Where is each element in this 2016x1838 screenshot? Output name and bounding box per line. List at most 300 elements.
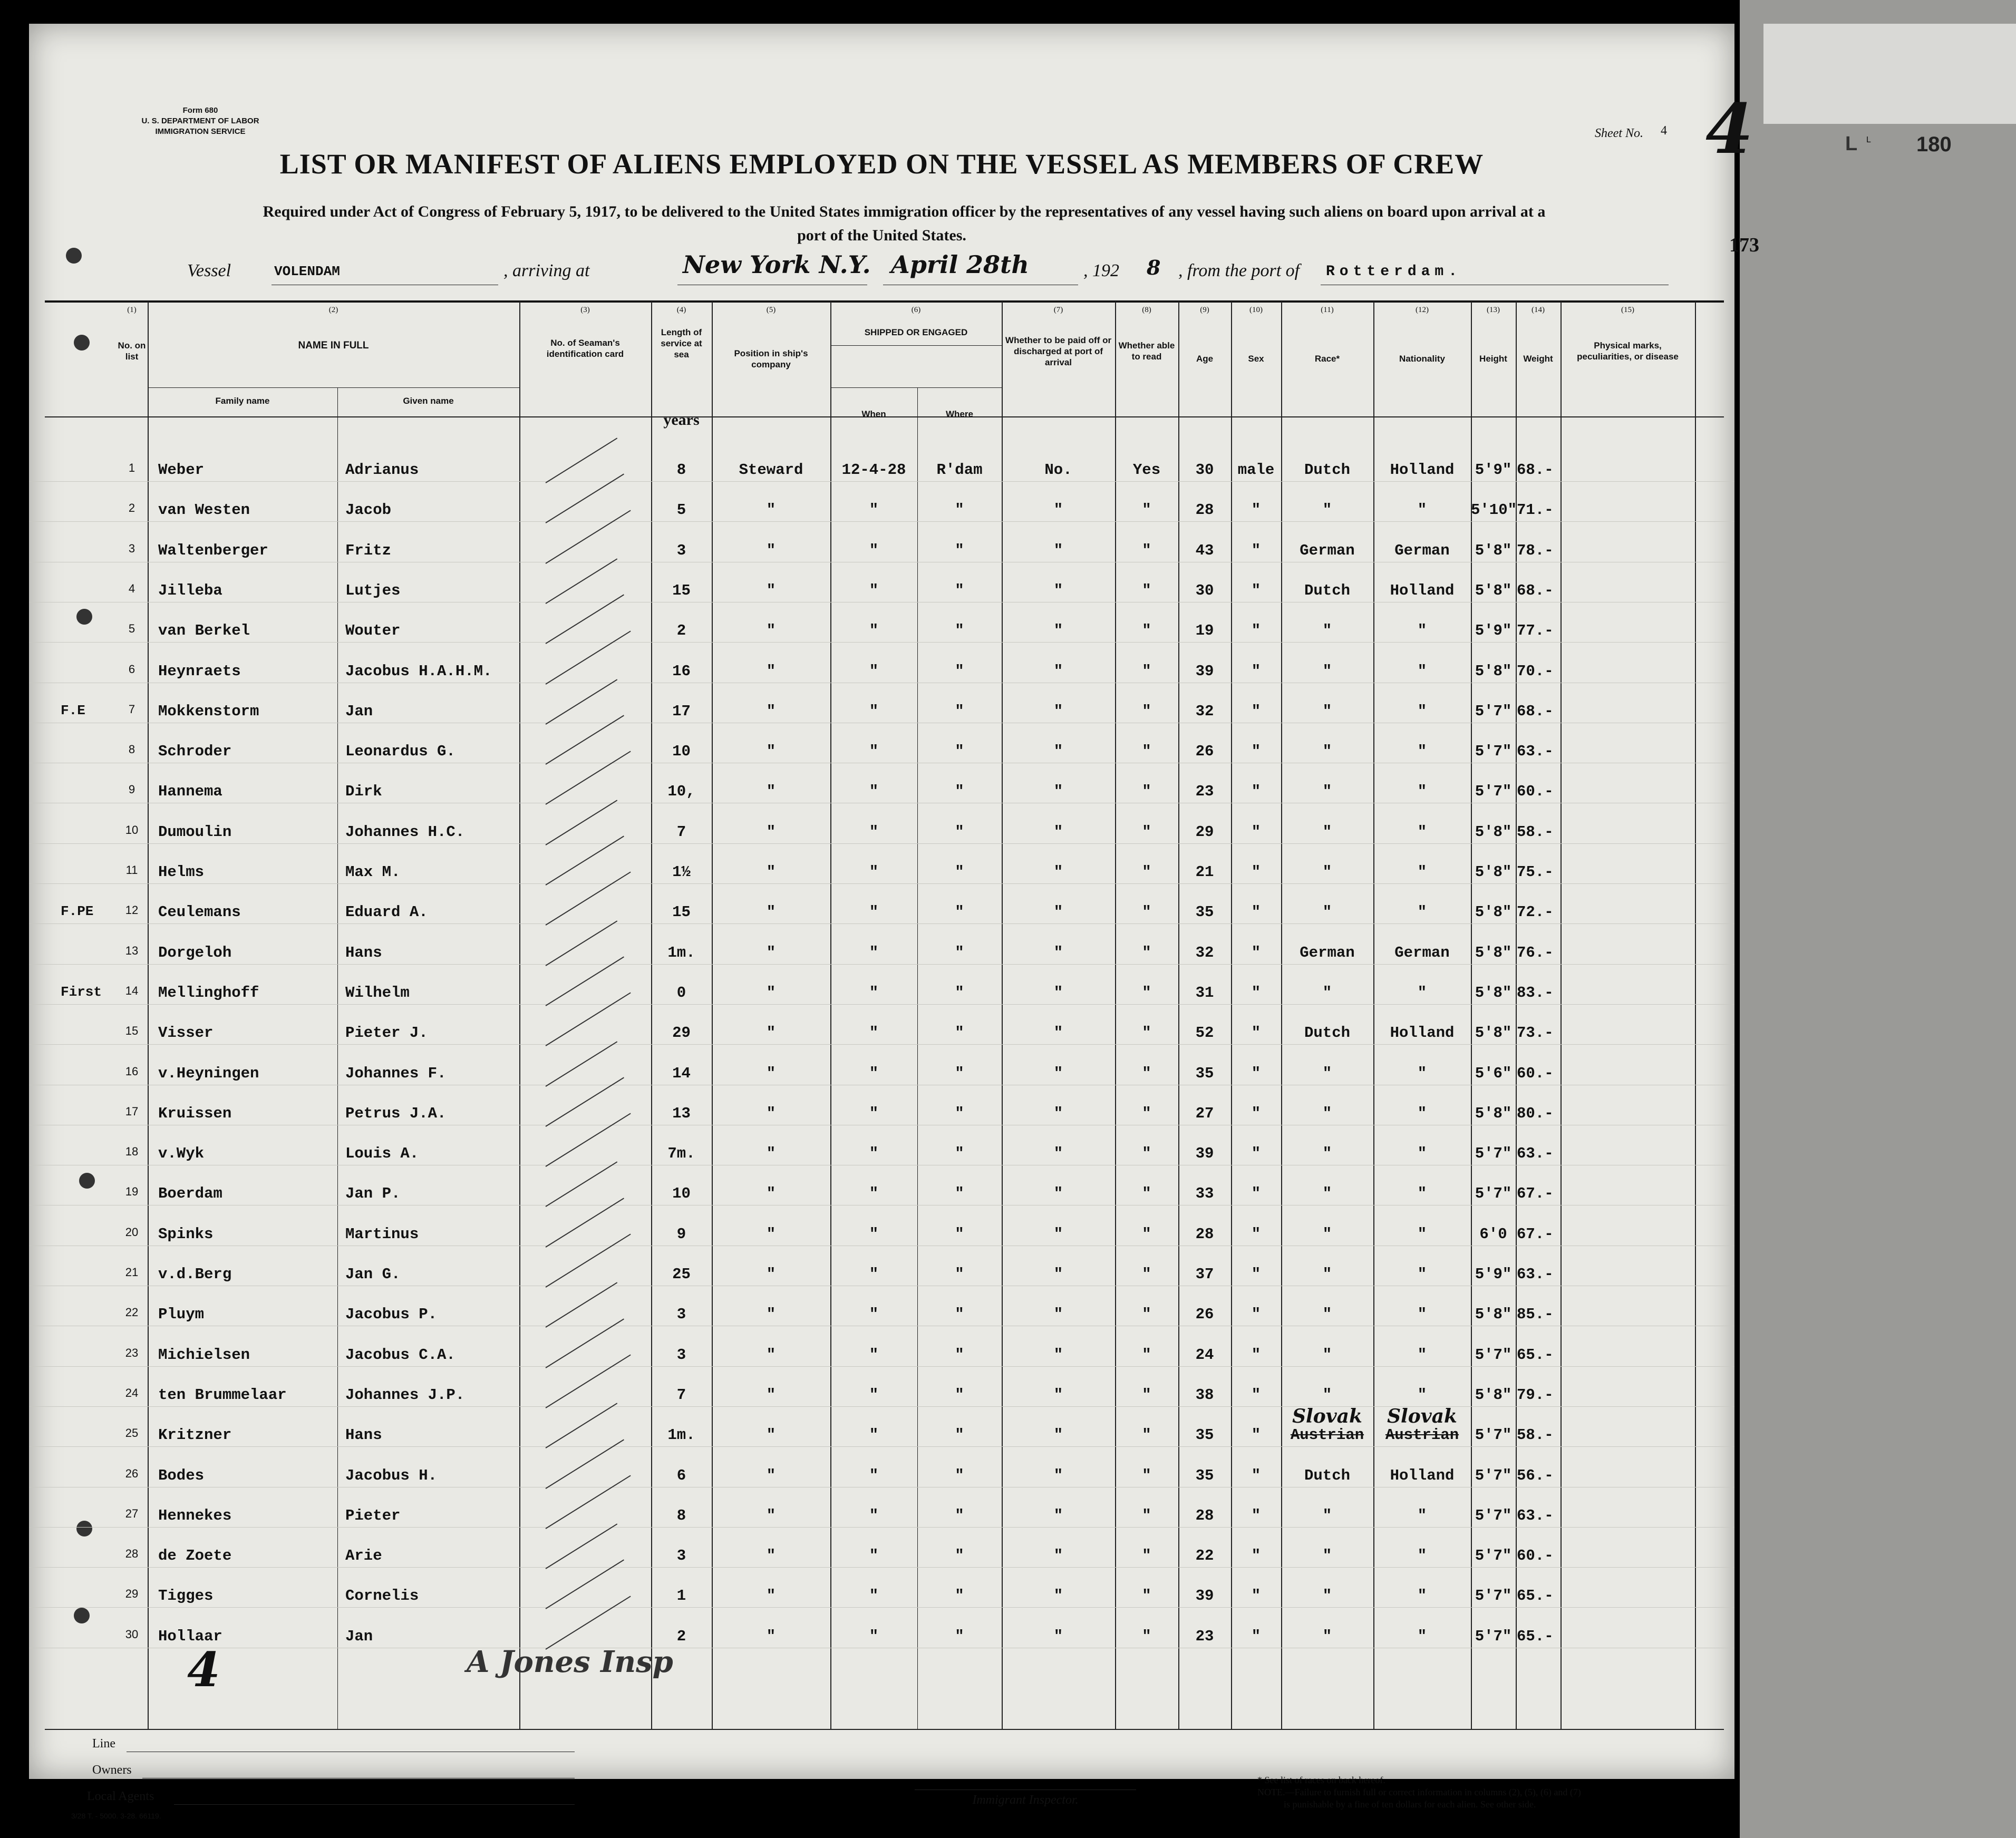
cell-nationality: ": [1417, 783, 1427, 801]
cell-paid: ": [1053, 783, 1063, 801]
cell-no: 24: [125, 1386, 139, 1399]
cell-family: Kritzner: [158, 1426, 232, 1444]
cell-where: ": [955, 1306, 964, 1324]
cell-nationality: ": [1417, 743, 1427, 761]
cell-nationality: ": [1417, 1506, 1427, 1524]
cell-nationality: German: [1394, 541, 1450, 559]
cell-age: 39: [1195, 1587, 1214, 1605]
vessel-name: VOLENDAM: [274, 264, 340, 279]
cell-service: 10,: [667, 783, 695, 801]
cell-when: ": [869, 984, 879, 1001]
cell-nationality: ": [1417, 702, 1427, 720]
cell-height: 5'7": [1475, 1506, 1512, 1524]
cell-age: 26: [1195, 743, 1214, 761]
cell-given: Cornelis: [345, 1587, 419, 1605]
cell-service: 14: [672, 1064, 691, 1082]
cell-age: 29: [1195, 823, 1214, 841]
cell-family: v.Heyningen: [158, 1064, 259, 1082]
cell-where: ": [955, 1185, 964, 1203]
cell-family: Hollaar: [158, 1627, 222, 1645]
cell-family: Dorgeloh: [158, 944, 232, 961]
cell-given: Hans: [345, 1426, 382, 1444]
cell-race: ": [1322, 1547, 1332, 1565]
cell-nationality: German: [1394, 944, 1450, 961]
cell-age: 39: [1195, 662, 1214, 680]
cell-where: ": [955, 501, 964, 519]
cell-service: 7: [676, 823, 686, 841]
cell-age: 21: [1195, 863, 1214, 881]
cell-nationality: ": [1417, 622, 1427, 640]
cell-sex: ": [1251, 662, 1261, 680]
cell-race: ": [1322, 743, 1332, 761]
header-paid-off: Whether to be paid off or discharged at port of arrival: [1005, 335, 1112, 367]
cell-age: 39: [1195, 1145, 1214, 1163]
cell-read: ": [1142, 1346, 1151, 1364]
cell-read: ": [1142, 1426, 1151, 1444]
cell-age: 33: [1195, 1185, 1214, 1203]
cell-when: ": [869, 1346, 879, 1364]
right-scan-border: [1740, 0, 2016, 1838]
cell-given: Jacob: [345, 501, 392, 519]
cell-where: ": [955, 1627, 964, 1645]
cell-no: 23: [125, 1346, 139, 1359]
cell-where: ": [955, 863, 964, 881]
header-shipped: SHIPPED OR ENGAGED: [864, 327, 968, 337]
cell-position: ": [766, 1386, 776, 1404]
cell-service: 7: [676, 1386, 686, 1404]
cell-when: ": [869, 541, 879, 559]
cell-age: 43: [1195, 541, 1214, 559]
cell-service: 2: [676, 1627, 686, 1645]
cell-nationality: ": [1417, 1386, 1427, 1404]
cell-where: ": [955, 1104, 964, 1122]
cell-read: ": [1142, 541, 1151, 559]
cell-no: 14: [125, 984, 139, 997]
cell-age: 28: [1195, 1225, 1214, 1243]
cell-weight: 65.-: [1517, 1346, 1554, 1364]
print-code: 3/28 T. - 5000. 3-28. 66119.: [71, 1812, 161, 1820]
cell-nationality: ": [1417, 984, 1427, 1001]
colnum-15: (15): [1621, 306, 1634, 314]
cell-sex: ": [1251, 622, 1261, 640]
cell-position: ": [766, 702, 776, 720]
row-rule: [29, 481, 1734, 482]
cell-sex: ": [1251, 984, 1261, 1001]
cell-when: ": [869, 823, 879, 841]
cell-no: 15: [125, 1024, 139, 1038]
cell-when: ": [869, 1225, 879, 1243]
cell-where: ": [955, 1426, 964, 1444]
cell-nationality: ": [1417, 1627, 1427, 1645]
manifest-sheet: [29, 24, 1759, 1820]
id-card-check-mark: [545, 1113, 631, 1167]
cell-given: Jacobus H.A.H.M.: [345, 662, 492, 680]
cell-age: 35: [1195, 903, 1214, 921]
cell-paid: ": [1053, 1386, 1063, 1404]
cell-given: Lutjes: [345, 581, 401, 599]
cell-family: Michielsen: [158, 1346, 250, 1364]
cell-service: 3: [676, 541, 686, 559]
cell-sex: ": [1251, 541, 1261, 559]
cell-race: ": [1322, 1064, 1332, 1082]
cell-weight: 70.-: [1517, 662, 1554, 680]
cell-sex: ": [1251, 1386, 1261, 1404]
cell-read: ": [1142, 1587, 1151, 1605]
cell-when: ": [869, 1104, 879, 1122]
cell-given: Fritz: [345, 541, 392, 559]
subtitle-line-1: Required under Act of Congress of February 5, 1917, to be delivered to the United States immigration officer by the representatives of any vessel having such aliens on board upon arrival at a: [263, 203, 1546, 220]
cell-nationality: ": [1417, 1306, 1427, 1324]
cell-sex: ": [1251, 1145, 1261, 1163]
cell-no: 3: [128, 541, 135, 555]
row-rule: [29, 1527, 1734, 1528]
cell-where: ": [955, 1547, 964, 1565]
inspector-signature: A Jones Insp: [467, 1645, 673, 1679]
cell-race: ": [1322, 1506, 1332, 1524]
cell-given: Wilhelm: [345, 984, 410, 1001]
cell-nationality: ": [1417, 1225, 1427, 1243]
cell-weight: 65.-: [1517, 1627, 1554, 1645]
cell-where: ": [955, 1386, 964, 1404]
cell-nationality: ": [1417, 1064, 1427, 1082]
colnum-5: (5): [766, 306, 776, 314]
cell-when: ": [869, 1547, 879, 1565]
header-physical-marks: Physical marks, peculiarities, or disease: [1577, 341, 1679, 362]
cell-where: ": [955, 1225, 964, 1243]
cell-height: 5'7": [1475, 1547, 1512, 1565]
cell-weight: 75.-: [1517, 863, 1554, 881]
cell-given: Jan P.: [345, 1185, 401, 1203]
cell-no: 1: [128, 461, 135, 474]
cell-when: ": [869, 1185, 879, 1203]
cell-no: 26: [125, 1466, 139, 1480]
sheet-number-handwritten: 4: [1705, 89, 1753, 169]
cell-race: Austrian: [1290, 1426, 1364, 1444]
cell-read: ": [1142, 1145, 1151, 1163]
cell-sex: ": [1251, 1306, 1261, 1324]
cell-weight: 68.-: [1517, 581, 1554, 599]
cell-paid: ": [1053, 622, 1063, 640]
cell-no: 4: [128, 581, 135, 595]
cell-no: 13: [125, 944, 139, 957]
cell-paid: ": [1053, 944, 1063, 961]
id-card-check-mark: [545, 1354, 631, 1408]
cell-age: 28: [1195, 501, 1214, 519]
cell-read: ": [1142, 1104, 1151, 1122]
id-card-check-mark: [545, 1475, 631, 1529]
colnum-7: (7): [1053, 306, 1063, 314]
cell-paid: ": [1053, 662, 1063, 680]
cell-nationality: ": [1417, 1266, 1427, 1283]
cell-position: ": [766, 1306, 776, 1324]
cell-paid: ": [1053, 1306, 1063, 1324]
cell-no: 18: [125, 1145, 139, 1159]
cell-when: ": [869, 1506, 879, 1524]
cell-read: ": [1142, 1185, 1151, 1203]
cell-height: 5'6": [1475, 1064, 1512, 1082]
cell-family: Bodes: [158, 1466, 205, 1484]
cell-read: ": [1142, 581, 1151, 599]
cell-family: de Zoete: [158, 1547, 232, 1565]
cell-height: 5'7": [1475, 702, 1512, 720]
cell-age: 24: [1195, 1346, 1214, 1364]
cell-paid: ": [1053, 1587, 1063, 1605]
header-position: Position in ship's company: [734, 348, 808, 369]
colnum-2: (2): [328, 306, 338, 314]
cell-given: Johannes J.P.: [345, 1386, 465, 1404]
arrival-date-handwritten: April 28th: [891, 250, 1029, 279]
cell-no: 19: [125, 1185, 139, 1199]
cell-family: Tigges: [158, 1587, 214, 1605]
cell-height: 5'7": [1475, 1466, 1512, 1484]
cell-sex: ": [1251, 1466, 1261, 1484]
cell-weight: 58.-: [1517, 1426, 1554, 1444]
cell-paid: ": [1053, 1064, 1063, 1082]
cell-weight: 65.-: [1517, 1587, 1554, 1605]
cell-race: ": [1322, 1306, 1332, 1324]
cell-race: Dutch: [1304, 461, 1350, 479]
cell-weight: 63.-: [1517, 743, 1554, 761]
cell-where: ": [955, 622, 964, 640]
cell-family: Hennekes: [158, 1506, 232, 1524]
id-card-check-mark: [545, 558, 617, 604]
cell-paid: ": [1053, 1266, 1063, 1283]
cell-weight: 56.-: [1517, 1466, 1554, 1484]
cell-height: 5'8": [1475, 581, 1512, 599]
row-rule: [29, 1406, 1734, 1407]
cell-family: Hannema: [158, 783, 222, 801]
cell-family: Helms: [158, 863, 205, 881]
cell-family: v.d.Berg: [158, 1266, 232, 1283]
cell-service: 5: [676, 501, 686, 519]
cell-paid: ": [1053, 1466, 1063, 1484]
cell-read: ": [1142, 1064, 1151, 1082]
cell-sex: ": [1251, 1426, 1261, 1444]
cell-read: ": [1142, 783, 1151, 801]
cell-position: ": [766, 1266, 776, 1283]
cell-read: ": [1142, 903, 1151, 921]
cell-when: ": [869, 1426, 879, 1444]
cell-service: 17: [672, 702, 691, 720]
margin-note: F.PE: [61, 903, 94, 920]
cell-race: Dutch: [1304, 1466, 1350, 1484]
cell-weight: 60.-: [1517, 783, 1554, 801]
cell-position: ": [766, 863, 776, 881]
cell-position: ": [766, 1145, 776, 1163]
id-card-check-mark: [545, 1596, 631, 1649]
cell-service: 8: [676, 1506, 686, 1524]
department: U. S. DEPARTMENT OF LABOR: [141, 116, 259, 125]
document-title: LIST OR MANIFEST OF ALIENS EMPLOYED ON THE VESSEL AS MEMBERS OF CREW: [279, 148, 1484, 180]
cell-family: Heynraets: [158, 662, 241, 680]
cell-service: 1½: [672, 863, 691, 881]
cell-race: ": [1322, 783, 1332, 801]
cell-age: 35: [1195, 1466, 1214, 1484]
cell-family: Mellinghoff: [158, 984, 259, 1001]
cell-sex: male: [1237, 461, 1275, 479]
margin-note: F.E: [61, 702, 85, 718]
cell-height: 5'7": [1475, 783, 1512, 801]
cell-paid: ": [1053, 863, 1063, 881]
cell-height: 5'9": [1475, 461, 1512, 479]
cell-when: ": [869, 1024, 879, 1042]
cell-race: ": [1322, 1587, 1332, 1605]
cell-nationality: Holland: [1390, 461, 1455, 479]
cell-nationality: ": [1417, 1104, 1427, 1122]
cell-height: 5'7": [1475, 1346, 1512, 1364]
cell-read: ": [1142, 1306, 1151, 1324]
from-port-label: , from the port of: [1178, 261, 1300, 280]
cell-nationality: ": [1417, 501, 1427, 519]
year-digit: 8: [1147, 256, 1161, 279]
cell-position: ": [766, 1426, 776, 1444]
cell-no: 21: [125, 1266, 139, 1279]
cell-paid: ": [1053, 501, 1063, 519]
cell-paid: No.: [1044, 461, 1072, 479]
cell-race: ": [1322, 1145, 1332, 1163]
row-rule: [29, 1044, 1734, 1045]
cell-weight: 77.-: [1517, 622, 1554, 640]
cell-family: Weber: [158, 461, 205, 479]
cell-paid: ": [1053, 1145, 1063, 1163]
cell-when: ": [869, 783, 879, 801]
cell-read: ": [1142, 1466, 1151, 1484]
cell-read: ": [1142, 984, 1151, 1001]
colnum-9: (9): [1200, 306, 1209, 314]
cell-race: ": [1322, 501, 1332, 519]
cell-weight: 67.-: [1517, 1185, 1554, 1203]
cell-service: 16: [672, 662, 691, 680]
cell-given: Pieter J.: [345, 1024, 428, 1042]
cell-position: ": [766, 1104, 776, 1122]
header-length-service: Length of service at sea: [661, 327, 702, 359]
cell-family: Kruissen: [158, 1104, 232, 1122]
cell-nationality: Austrian: [1385, 1426, 1459, 1444]
cell-weight: 58.-: [1517, 823, 1554, 841]
cell-paid: ": [1053, 1104, 1063, 1122]
cell-sex: ": [1251, 1064, 1261, 1082]
arriving-label: , arriving at: [503, 261, 590, 280]
colnum-3: (3): [580, 306, 590, 314]
cell-no: 8: [128, 743, 135, 756]
colnum-4: (4): [676, 306, 686, 314]
row-rule: [29, 1567, 1734, 1568]
cell-where: ": [955, 1506, 964, 1524]
cell-sex: ": [1251, 944, 1261, 961]
cell-no: 28: [125, 1547, 139, 1561]
cell-position: ": [766, 903, 776, 921]
cell-family: Spinks: [158, 1225, 214, 1243]
colnum-14: (14): [1532, 306, 1545, 314]
cell-when: ": [869, 903, 879, 921]
cell-height: 5'8": [1475, 662, 1512, 680]
cell-service: 7m.: [667, 1145, 695, 1163]
cell-service: 2: [676, 622, 686, 640]
cell-race: ": [1322, 1225, 1332, 1243]
cell-given: Jan: [345, 1627, 373, 1645]
cell-race: ": [1322, 823, 1332, 841]
cell-nationality: ": [1417, 1185, 1427, 1203]
cell-where: ": [955, 541, 964, 559]
cell-sex: ": [1251, 903, 1261, 921]
cell-when: ": [869, 1145, 879, 1163]
cell-when: ": [869, 1587, 879, 1605]
cell-sex: ": [1251, 823, 1261, 841]
cell-age: 38: [1195, 1386, 1214, 1404]
colnum-6: (6): [911, 306, 921, 314]
cell-weight: 85.-: [1517, 1306, 1554, 1324]
header-able-read: Whether able to read: [1118, 341, 1175, 362]
cell-weight: 68.-: [1517, 702, 1554, 720]
cell-age: 27: [1195, 1104, 1214, 1122]
cell-race: ": [1322, 1185, 1332, 1203]
row-rule: [29, 883, 1734, 884]
cell-paid: ": [1053, 903, 1063, 921]
cell-read: ": [1142, 1225, 1151, 1243]
cell-when: ": [869, 944, 879, 961]
cell-weight: 63.-: [1517, 1506, 1554, 1524]
cell-age: 19: [1195, 622, 1214, 640]
row-rule: [29, 1607, 1734, 1608]
cell-read: ": [1142, 1024, 1151, 1042]
cell-nationality: ": [1417, 903, 1427, 921]
cell-when: ": [869, 581, 879, 599]
cell-height: 5'8": [1475, 944, 1512, 961]
cell-where: ": [955, 903, 964, 921]
note-failure: NOTE.—Failure to furnish full or correct information in columns (2), (5), (6) and (7): [1257, 1787, 1581, 1797]
cell-sex: ": [1251, 1185, 1261, 1203]
cell-family: Schroder: [158, 743, 232, 761]
note-races: * See list of races on back hereof.: [1257, 1775, 1385, 1785]
cell-where: ": [955, 1587, 964, 1605]
note-fine: is punishable by a fine of ten dollars for each alien. See other side.: [1284, 1799, 1536, 1810]
cell-given: Pieter: [345, 1506, 401, 1524]
cell-where: ": [955, 783, 964, 801]
cell-nationality: ": [1417, 662, 1427, 680]
colnum-10: (10): [1249, 306, 1263, 314]
cell-no: 12: [125, 903, 139, 917]
cell-when: ": [869, 662, 879, 680]
id-card-check-mark: [545, 1233, 631, 1287]
cell-paid: ": [1053, 984, 1063, 1001]
cell-given: Arie: [345, 1547, 382, 1565]
cell-sex: ": [1251, 1104, 1261, 1122]
cell-when: ": [869, 863, 879, 881]
cell-sex: ": [1251, 1024, 1261, 1042]
cell-nationality: ": [1417, 1145, 1427, 1163]
cell-race: ": [1322, 903, 1332, 921]
cell-sex: ": [1251, 743, 1261, 761]
cell-where: ": [955, 944, 964, 961]
cell-family: Visser: [158, 1024, 214, 1042]
header-nationality: Nationality: [1399, 354, 1445, 364]
cell-position: Steward: [739, 461, 803, 479]
cell-nationality: ": [1417, 1346, 1427, 1364]
id-card-check-mark: [545, 1523, 617, 1569]
cell-family: v.Wyk: [158, 1145, 205, 1163]
cell-position: ": [766, 944, 776, 961]
page-number: 173: [1729, 234, 1759, 256]
cell-read: ": [1142, 743, 1151, 761]
corner-letter: L: [1866, 135, 1871, 144]
header-where: Where: [946, 409, 973, 419]
subtitle-line-2: port of the United States.: [797, 227, 966, 244]
inspector-label: Immigrant Inspector.: [972, 1793, 1079, 1807]
cell-paid: ": [1053, 1506, 1063, 1524]
cell-read: ": [1142, 863, 1151, 881]
cell-service: 15: [672, 581, 691, 599]
handwritten-correction: Slovak: [1292, 1405, 1362, 1428]
